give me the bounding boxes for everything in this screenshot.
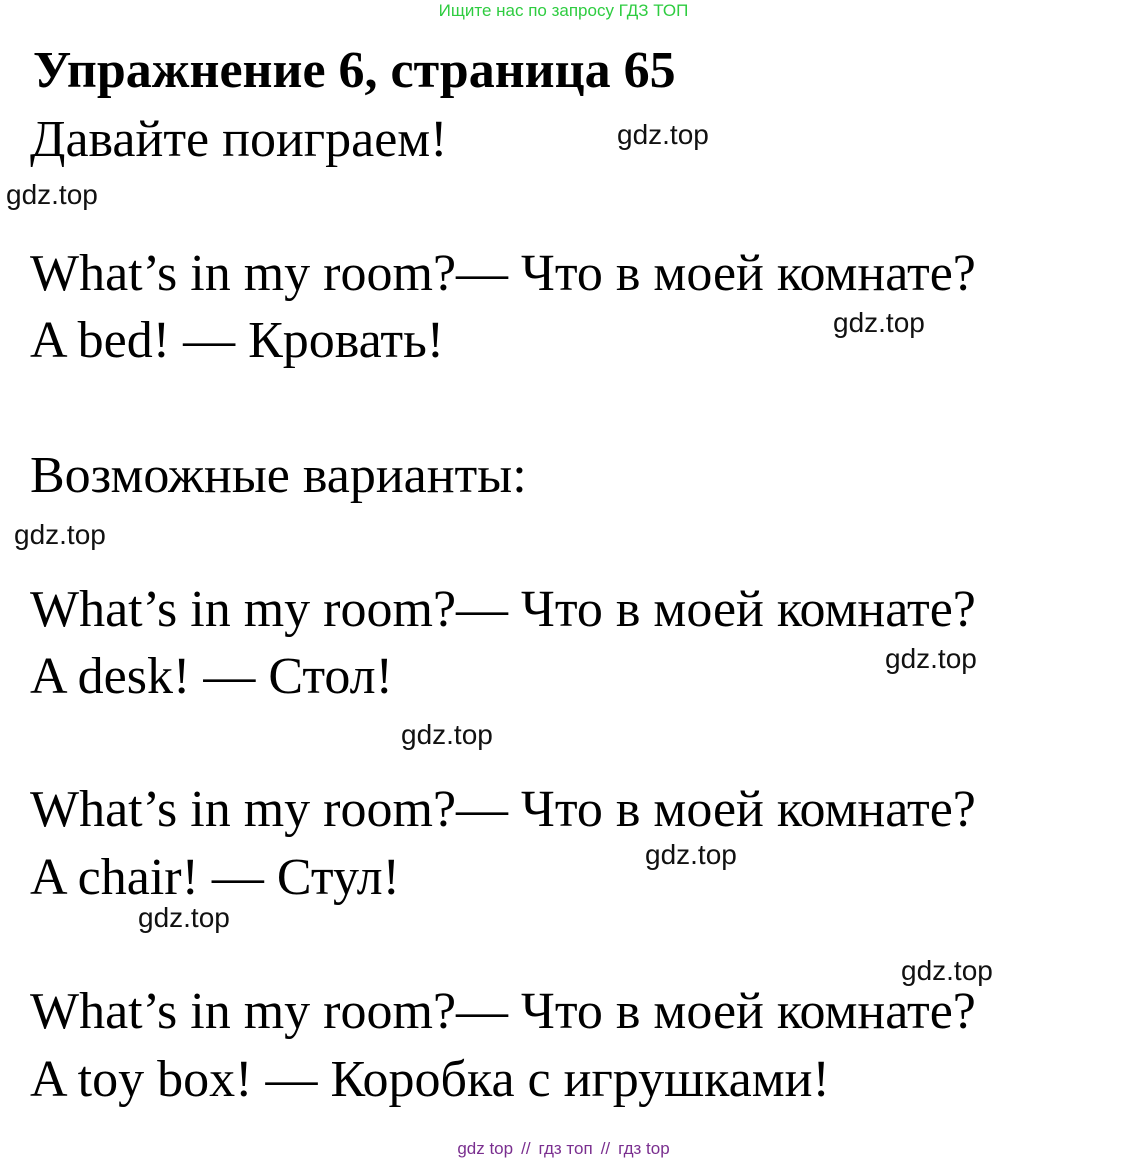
variants-heading: Возможные варианты: (30, 447, 527, 504)
footer-separator: // (521, 1139, 531, 1158)
exercise-subtitle: Давайте поиграем! (30, 111, 448, 168)
footer-separator: // (600, 1139, 611, 1158)
page-title: Упражнение 6, страница 65 (33, 42, 676, 99)
footer-link-gdz-top-mixed[interactable]: гдз top (618, 1139, 670, 1158)
watermark: gdz.top (14, 519, 106, 550)
watermark: gdz.top (901, 955, 993, 986)
variant-3-answer: A toy box! — Коробка с игрушками! (30, 1051, 830, 1108)
watermark: gdz.top (138, 902, 230, 933)
watermark: gdz.top (885, 643, 977, 674)
watermark: gdz.top (833, 307, 925, 338)
variant-1-question: What’s in my room?— Что в моей комнате? (30, 581, 976, 638)
watermark: gdz.top (401, 719, 493, 750)
top-banner: Ищите нас по запросу ГДЗ ТОП (438, 1, 689, 20)
variant-2-answer: A chair! — Стул! (30, 849, 400, 906)
variant-3-question: What’s in my room?— Что в моей комнате? (30, 983, 976, 1040)
example-question: What’s in my room?— Что в моей комнате? (30, 245, 976, 302)
watermark: gdz.top (645, 839, 737, 870)
example-answer: A bed! — Кровать! (30, 312, 445, 369)
variant-1-answer: A desk! — Стол! (30, 648, 393, 705)
footer (0, 1139, 1127, 1159)
watermark: gdz.top (617, 119, 709, 150)
footer-link-gdz-top-ru[interactable]: гдз топ (538, 1139, 593, 1158)
watermark: gdz.top (6, 179, 98, 210)
variant-2-question: What’s in my room?— Что в моей комнате? (30, 781, 976, 838)
footer-link-gdz-top[interactable]: gdz top (457, 1139, 514, 1158)
